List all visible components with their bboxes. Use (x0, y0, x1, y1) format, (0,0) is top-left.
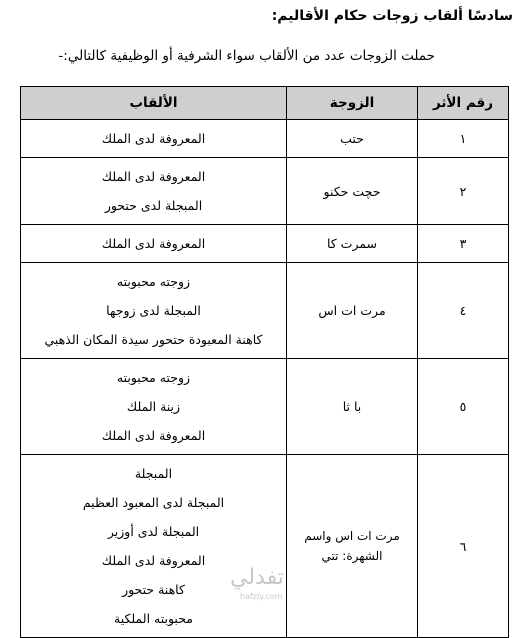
titles-cell (21, 120, 287, 158)
title-item: زوجته محبوبته (116, 370, 191, 385)
title-item: زينة الملك (126, 399, 181, 414)
titles-table (20, 86, 509, 638)
title-item: زوجته محبوبته (116, 274, 191, 289)
wife-name: سمرت كا (287, 225, 418, 263)
table-row (21, 359, 509, 455)
header-titles: الألقاب (21, 87, 287, 120)
row-number: ٢ (418, 158, 509, 225)
title-item: المبجلة لدى زوجها (106, 303, 201, 318)
watermark-logo: تفدلي (230, 565, 284, 590)
wife-name: حتب (287, 120, 418, 158)
row-number: ١ (418, 120, 509, 158)
title-item: المعروفة لدى الملك (101, 553, 206, 568)
wife-name: مرت ات اس واسم الشهرة: تتي (287, 455, 418, 638)
wife-name: مرت ات اس (287, 263, 418, 359)
row-number: ٤ (418, 263, 509, 359)
title-item: المعروفة لدى الملك (101, 428, 206, 443)
header-num: رقم الأثر (418, 87, 509, 120)
table-row (21, 225, 509, 263)
title-item: كاهنة المعبودة حتحور سيدة المكان الذهبي (44, 332, 263, 347)
titles-cell (21, 263, 287, 359)
section-heading: سادسًا ألقاب زوجات حكام الأقاليم: (271, 8, 513, 24)
table-row (21, 120, 509, 158)
title-item: المبجلة (134, 466, 173, 481)
header-wife: الزوجة (287, 87, 418, 120)
title-item: المبجلة لدى المعبود العظيم (82, 495, 225, 510)
table-row (21, 158, 509, 225)
titles-cell (21, 359, 287, 455)
watermark-url: hafzly.com (240, 592, 283, 601)
titles-cell (21, 225, 287, 263)
table-row (21, 263, 509, 359)
title-item: المبجلة لدى أوزير (107, 524, 200, 539)
title-item: محبوبته الملكية (114, 611, 193, 626)
row-number: ٦ (418, 455, 509, 638)
title-item: كاهنة حتحور (122, 582, 185, 597)
titles-cell (21, 158, 287, 225)
intro-paragraph: حملت الزوجات عدد من الألقاب سواء الشرفية أو الوظيفية كالتالي:- (58, 48, 435, 64)
title-item: المعروفة لدى الملك (101, 131, 206, 146)
wife-name: با ثا (287, 359, 418, 455)
title-item: المعروفة لدى الملك (101, 236, 206, 251)
wife-name: حچت حكنو (287, 158, 418, 225)
title-item: المبجلة لدى حتحور (104, 198, 203, 213)
title-item: المعروفة لدى الملك (101, 169, 206, 184)
row-number: ٥ (418, 359, 509, 455)
row-number: ٣ (418, 225, 509, 263)
titles-cell (21, 455, 287, 638)
table-row (21, 455, 509, 638)
table-header-row (21, 87, 509, 120)
